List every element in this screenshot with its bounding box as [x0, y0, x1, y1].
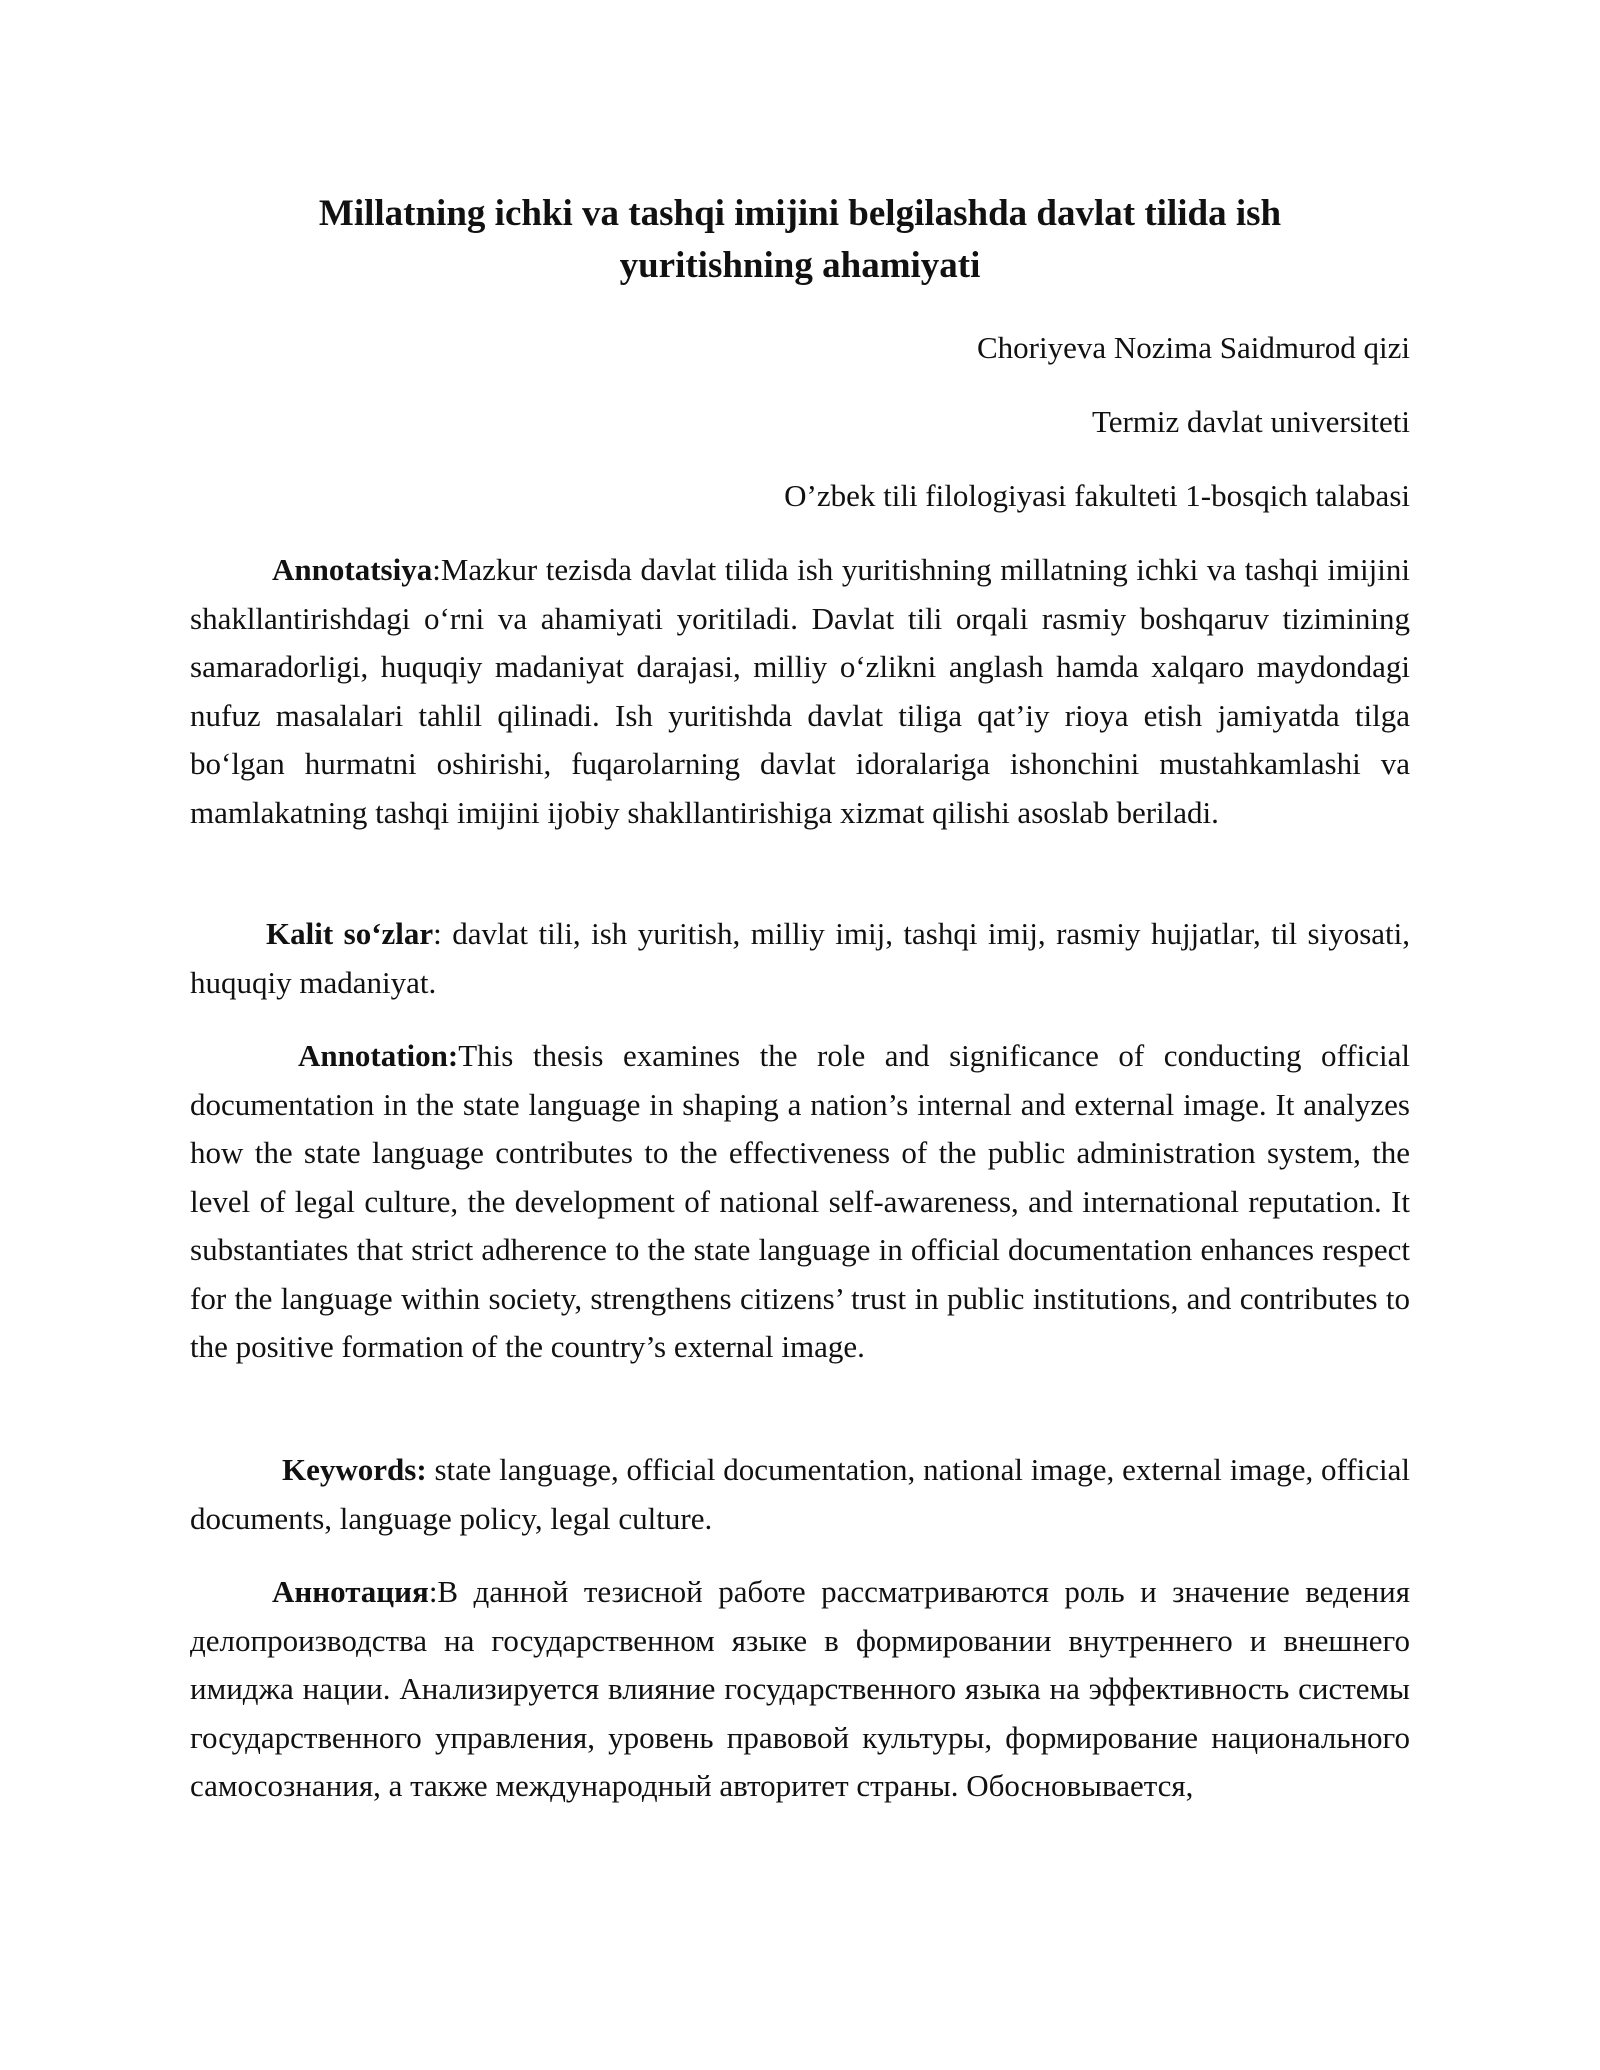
title-line-1: Millatning ichki va tashqi imijini belgilashda davlat tilida ish [318, 193, 1282, 234]
keywords-en-paragraph [190, 1446, 1410, 1543]
kalit-sozlar-label: Kalit so‘zlar [266, 916, 434, 951]
keywords-en-text: state language, official documentation, national image, external image, official documents, language policy, legal culture. [190, 1452, 1410, 1536]
kalit-sozlar-paragraph [190, 910, 1410, 1007]
annotation-en-text: This thesis examines the role and significance of conducting official documentation in the state language in shaping a nation’s internal and external image. It analyzes how the state language contributes to the effectiveness of the public administration system, the level of legal culture, the development of national self-awareness, and international reputation. It substantiates that strict adherence to the state language in official documentation enhances respect for the language within society, strengthens citizens’ trust in public institutions, and contributes to the positive formation of the country’s external image. [190, 1038, 1410, 1364]
author-university: Termiz davlat universiteti [1091, 404, 1410, 439]
paper-title [190, 188, 1410, 292]
annotatsiya-label: Annotatsiya [272, 552, 433, 587]
annotatsiya-ru-text: :В данной тезисной работе рассматриваются роль и значение ведения делопроизводства на государственном языке в формировании внутреннего и внешнего имиджа нации. Анализируется влияние государственного языка на эффективность системы государственного управления, уровень правовой культуры, формирование национального самосознания, а также международный авторитет страны. Обосновывается, [190, 1574, 1410, 1803]
title-line-2: yuritishning ahamiyati [619, 245, 981, 286]
annotatsiya-paragraph [190, 546, 1410, 837]
annotation-en-label: Annotation: [298, 1038, 459, 1073]
keywords-en-label: Keywords: [282, 1452, 427, 1487]
annotatsiya-text: :Mazkur tezisda davlat tilida ish yuritishning millatning ichki va tashqi imijini shakllantirishdagi o‘rni va ahamiyati yoritiladi. Davlat tili orqali rasmiy boshqaruv tizimining samaradorligi, huquqiy madaniyat darajasi, milliy o‘zlikni anglash hamda xalqaro maydondagi nufuz masalalari tahlil qilinadi. Ish yuritishda davlat tiliga qat’iy rioya etish jamiyatda tilga bo‘lgan hurmatni oshirishi, fuqarolarning davlat idoralariga ishonchini mustahkamlashi va mamlakatning tashqi imijini ijobiy shakllantirishiga xizmat qilishi asoslab beriladi. [190, 552, 1410, 830]
kalit-sozlar-text: : davlat tili, ish yuritish, milliy imij, tashqi imij, rasmiy hujjatlar, til siyosati, huquqiy madaniyat. [190, 916, 1410, 1000]
author-name: Choriyeva Nozima Saidmurod qizi [976, 330, 1410, 365]
author-position: O’zbek tili filologiyasi fakulteti 1-bosqich talabasi [784, 478, 1410, 513]
annotatsiya-ru-label: Аннотация [272, 1574, 429, 1609]
annotatsiya-ru-paragraph [190, 1568, 1410, 1811]
annotation-en-paragraph [190, 1032, 1410, 1372]
